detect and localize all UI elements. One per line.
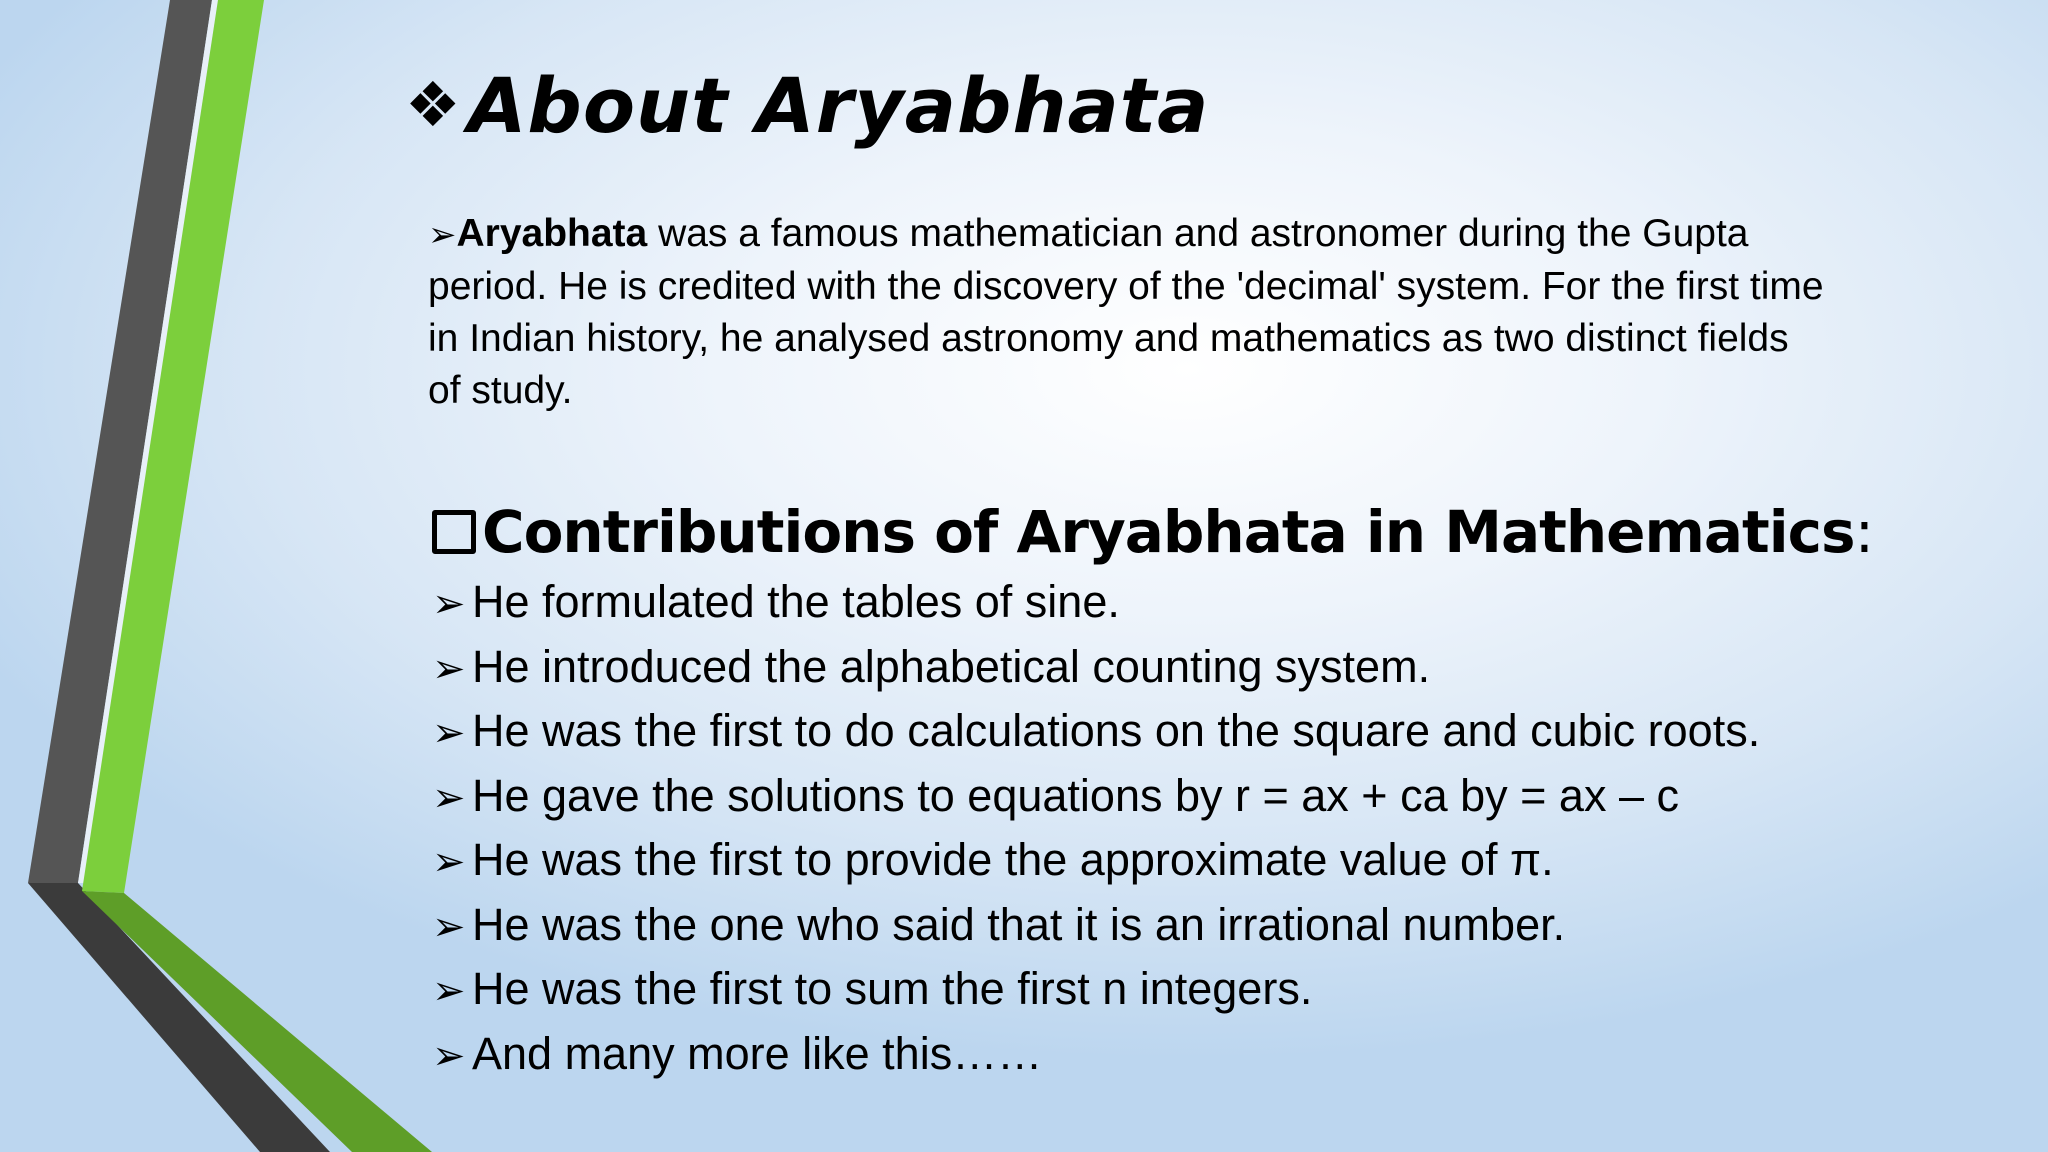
- list-item: ➢ He gave the solutions to equations by r = ax + ca by = ax – c: [432, 765, 1760, 830]
- arrow-bullet-icon: ➢: [432, 711, 466, 755]
- intro-name: Aryabhata: [456, 212, 648, 255]
- contributions-list: [432, 571, 1760, 1087]
- arrow-bullet-icon: ➢: [432, 904, 466, 949]
- list-item: ➢ He was the one who said that it is an irrational number.: [432, 894, 1760, 959]
- list-item: ➢ He was the first to sum the first n integers.: [432, 958, 1760, 1023]
- intro-paragraph: [428, 208, 1828, 417]
- arrow-bullet-icon: ➢: [432, 969, 466, 1013]
- list-item: ➢ He introduced the alphabetical counting system.: [432, 636, 1760, 701]
- intro-text: was a famous mathematician and astronomer during the Gupta period. He is credited with the discovery of the 'decimal' system. For the first time in Indian history, he analysed astronomy and mathematics as two distinct fields of study.: [428, 212, 1824, 412]
- contributions-heading-text: Contributions of Aryabhata in Mathematics: [482, 498, 1855, 566]
- arrow-bullet-icon: ➢: [428, 216, 457, 254]
- list-item: ➢ He formulated the tables of sine.: [432, 571, 1760, 636]
- diamond-bullet-icon: ❖: [405, 68, 462, 141]
- list-item: ➢ And many more like this……: [432, 1023, 1760, 1088]
- title-text: About Aryabhata: [467, 61, 1210, 150]
- contributions-heading: [432, 492, 1873, 572]
- arrow-bullet-icon: ➢: [432, 840, 466, 884]
- page-title: [405, 55, 1209, 156]
- arrow-bullet-icon: ➢: [432, 646, 466, 691]
- arrow-bullet-icon: ➢: [432, 582, 466, 626]
- list-item: ➢ He was the first to provide the approximate value of π.: [432, 829, 1760, 894]
- dark-stripe-lower: [28, 883, 330, 1152]
- checkbox-bullet-icon: [432, 510, 476, 554]
- arrow-bullet-icon: ➢: [432, 1033, 466, 1078]
- heading-colon: :: [1854, 498, 1874, 566]
- arrow-bullet-icon: ➢: [432, 775, 466, 820]
- list-item: ➢ He was the first to do calculations on the square and cubic roots.: [432, 700, 1760, 765]
